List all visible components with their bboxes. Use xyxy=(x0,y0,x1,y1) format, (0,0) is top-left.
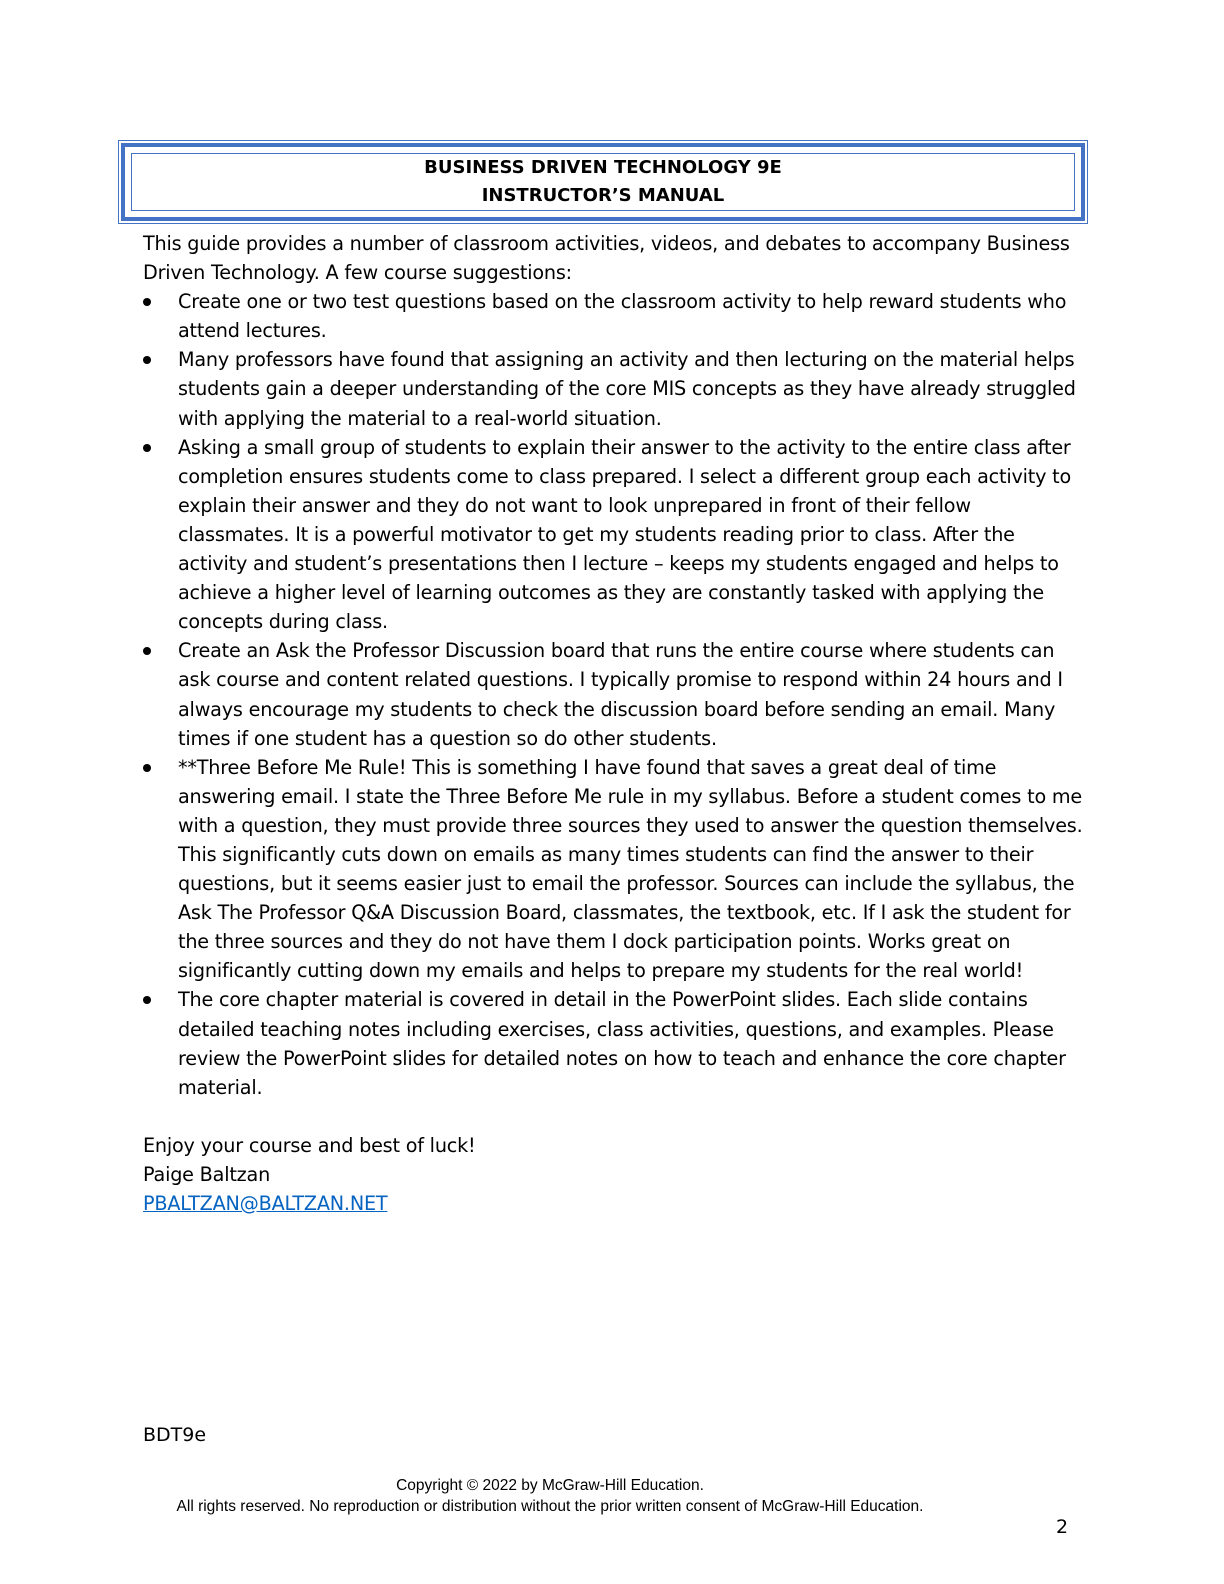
document-title: BUSINESS DRIVEN TECHNOLOGY 9E xyxy=(424,157,782,178)
intro-paragraph: This guide provides a number of classroom activities, videos, and debates to accompany Business Driven Technology. A few course suggestions: xyxy=(143,232,1070,285)
copyright-text: Copyright © 2022 by McGraw-Hill Education. xyxy=(396,1477,704,1494)
list-item-text: The core chapter material is covered in detail in the PowerPoint slides. Each slide contains detailed teaching notes including exercises, class activities, questions, and examples. Please review the PowerPoint slides for detailed notes on how to teach and enhance the core chapter material. xyxy=(178,988,1066,1099)
body-text xyxy=(143,229,1083,1218)
list-item-text: Asking a small group of students to explain their answer to the activity to the entire class after completion ensures students come to class prepared. I select a different group each activity to explain their answer and they do not want to look unprepared in front of their fellow classmates. It is a powerful motivator to get my students reading prior to class. After the activity and student’s presentations then I lecture – keeps my students engaged and helps to achieve a higher level of learning outcomes as they are constantly tasked with applying the concepts during class. xyxy=(178,435,1071,634)
list-item xyxy=(143,985,1083,1101)
list-item xyxy=(143,753,1083,986)
list-item-text: Many professors have found that assigning an activity and then lecturing on the material helps students gain a deeper understanding of the core MIS concepts as they have already struggled with applying the material to a real-world situation. xyxy=(178,348,1076,430)
list-item xyxy=(143,287,1083,345)
rights-text: All rights reserved. No reproduction or distribution without the prior written consent of McGraw-Hill Education. xyxy=(176,1498,924,1515)
closing-block xyxy=(143,1131,1083,1218)
list-item-text: Create an Ask the Professor Discussion board that runs the entire course where students can ask course and content related questions. I typically promise to respond within 24 hours and I always encourage my students to check the discussion board before sending an email. Many times if one student has a question so do other students. xyxy=(178,639,1063,750)
title-box xyxy=(121,143,1085,221)
list-item-text: Create one or two test questions based on the classroom activity to help reward students who attend lectures. xyxy=(178,290,1067,343)
list-item xyxy=(143,433,1083,637)
email-link[interactable]: PBALTZAN@BALTZAN.NET xyxy=(143,1192,388,1215)
footer xyxy=(0,1475,1100,1517)
list-item xyxy=(143,345,1083,432)
list-item xyxy=(143,636,1083,752)
bullet-icon xyxy=(143,996,151,1004)
bullet-icon xyxy=(143,647,151,655)
document-code: BDT9e xyxy=(143,1424,207,1446)
document-subtitle: INSTRUCTOR’S MANUAL xyxy=(481,185,725,206)
author-name: Paige Baltzan xyxy=(143,1162,271,1186)
page-number: 2 xyxy=(1056,1516,1069,1538)
sign-off: Enjoy your course and best of luck! xyxy=(143,1133,476,1157)
list-item-text: **Three Before Me Rule! This is something I have found that saves a great deal of time answering email. I state the Three Before Me rule in my syllabus. Before a student comes to me with a question, they must provide three sources they used to answer the question themselves. This significantly cuts down on emails as many times students can find the answer to their questions, but it seems easier just to email the professor. Sources can include the syllabus, the Ask The Professor Q&A Discussion Board, classmates, the textbook, etc. If I ask the student for the three sources and they do not have them I dock participation points. Works great on significantly cutting down my emails and helps to prepare my students for the real world! xyxy=(178,755,1083,983)
bullet-icon xyxy=(143,298,151,306)
title-inner-frame xyxy=(131,153,1075,211)
bullet-icon xyxy=(143,444,151,452)
suggestion-list xyxy=(143,287,1083,1102)
bullet-icon xyxy=(143,764,151,772)
bullet-icon xyxy=(143,356,151,364)
